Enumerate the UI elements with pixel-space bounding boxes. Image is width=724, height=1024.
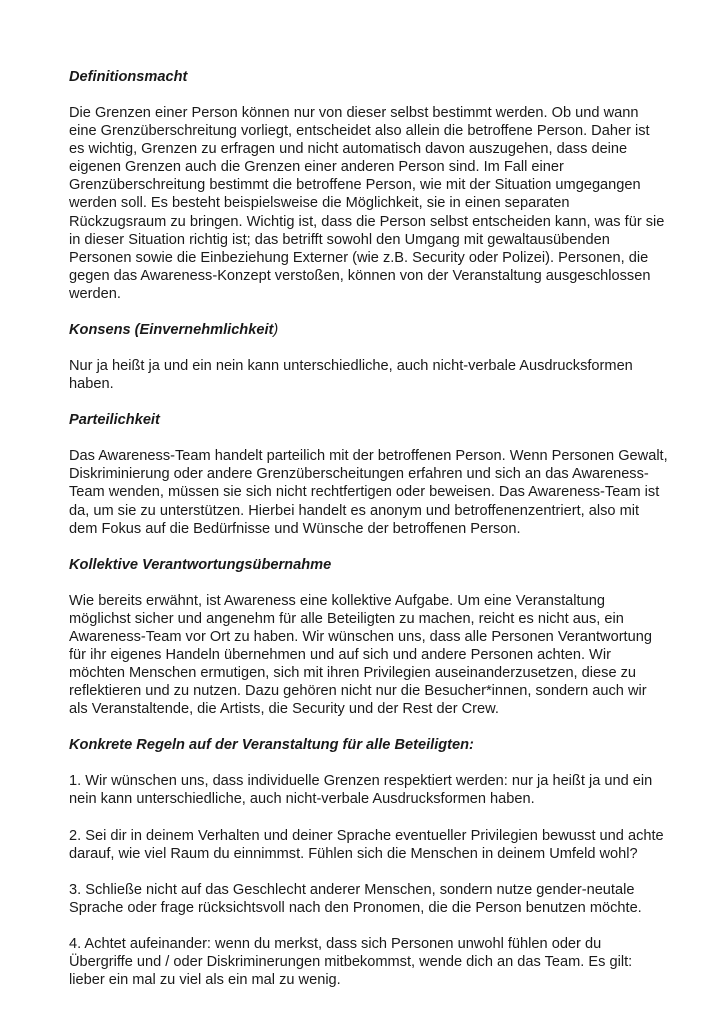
section-parteilichkeit	[69, 411, 668, 537]
section-heading: Konkrete Regeln auf der Veranstaltung für alle Beteiligten:	[69, 737, 474, 754]
section-konkrete-regeln	[69, 736, 668, 989]
rule-item: 2. Sei dir in deinem Verhalten und deiner Sprache eventueller Privilegien bewusst und achte darauf, wie viel Raum du einnimmst. Fühlen sich die Menschen in deinem Umfeld wohl?	[69, 827, 664, 862]
section-paragraph: Wie bereits erwähnt, ist Awareness eine kollektive Aufgabe. Um eine Veranstaltung möglichst sicher und angenehm für alle Beteiligten zu machen, reicht es nicht aus, ein Awareness-Team vor Ort zu haben. Wir wünschen uns, dass alle Personen Verantwortung für ihr eigenes Handeln übernehmen und auf sich und andere Personen achten. Wir möchten Menschen ermutigen, sich mit ihren Privilegien auseinanderzusetzen, diese zu reflektieren und zu nutzen. Dazu gehören nicht nur die Besucher*innen, sondern auch wir als Veranstaltende, die Artists, die Security und der Rest der Crew.	[69, 592, 652, 718]
section-paragraph: Das Awareness-Team handelt parteilich mit der betroffenen Person. Wenn Personen Gewalt, Diskriminierung oder andere Grenzüberscheitungen erfahren und sich an das Awareness-Team wenden, müssen sie sich nicht rechtfertigen oder beweisen. Das Awareness-Team ist da, um sie zu unterstützen. Hierbei handelt es anonym und betroffenenzentriert, also mit dem Fokus auf die Bedürfnisse und Wünsche der betroffenen Person.	[69, 448, 668, 537]
section-konsens	[69, 321, 668, 393]
section-kollektive-verantwortung	[69, 556, 668, 719]
section-paragraph: Nur ja heißt ja und ein nein kann unterschiedliche, auch nicht-verbale Ausdrucksformen haben.	[69, 358, 633, 393]
rule-item: 3. Schließe nicht auf das Geschlecht anderer Menschen, sondern nutze gender-neutale Sprache oder frage rücksichtsvoll nach den Pronomen, die die Person benutzen möchte.	[69, 881, 642, 916]
section-heading: Parteilichkeit	[69, 412, 160, 429]
rule-item: 4. Achtet aufeinander: wenn du merkst, dass sich Personen unwohl fühlen oder du Übergriffe und / oder Diskriminerungen mitbekommst, wende dich an das Team. Es gilt: lieber ein mal zu viel als ein mal zu wenig.	[69, 935, 633, 989]
section-heading: Definitionsmacht	[69, 69, 188, 85]
section-definitionsmacht	[69, 68, 668, 303]
section-heading: Konsens (Einvernehmlichkeit)	[69, 322, 279, 339]
rule-item: 1. Wir wünschen uns, dass individuelle Grenzen respektiert werden: nur ja heißt ja und ein nein kann unterschiedliche, auch nicht-verbale Ausdrucksformen haben.	[69, 773, 653, 808]
section-heading: Kollektive Verantwortungsübernahme	[69, 556, 332, 573]
section-paragraph: Die Grenzen einer Person können nur von dieser selbst bestimmt werden. Ob und wann eine Grenzüberschreitung vorliegt, entscheidet also allein die betroffene Person. Daher ist es wichtig, Grenzen zu erfragen und nicht automatisch davon auszugehen, dass deine eigenen Grenzen auch die Grenzen einer anderen Person sind. Im Fall einer Grenzüberschreitung bestimmt die betroffene Person, wie mit der Situation umgegangen werden soll. Es besteht beispielsweise die Möglichkeit, sie in einen separaten Rückzugsraum zu bringen. Wichtig ist, dass die Person selbst entscheiden kann, was für sie in dieser Situation richtig ist; das betrifft sowohl den Umgang mit gewaltausübenden Personen sowie die Einbeziehung Externer (wie z.B. Security oder Polizei). Personen, die gegen das Awareness-Konzept verstoßen, können von der Veranstaltung ausgeschlossen werden.	[69, 105, 665, 302]
